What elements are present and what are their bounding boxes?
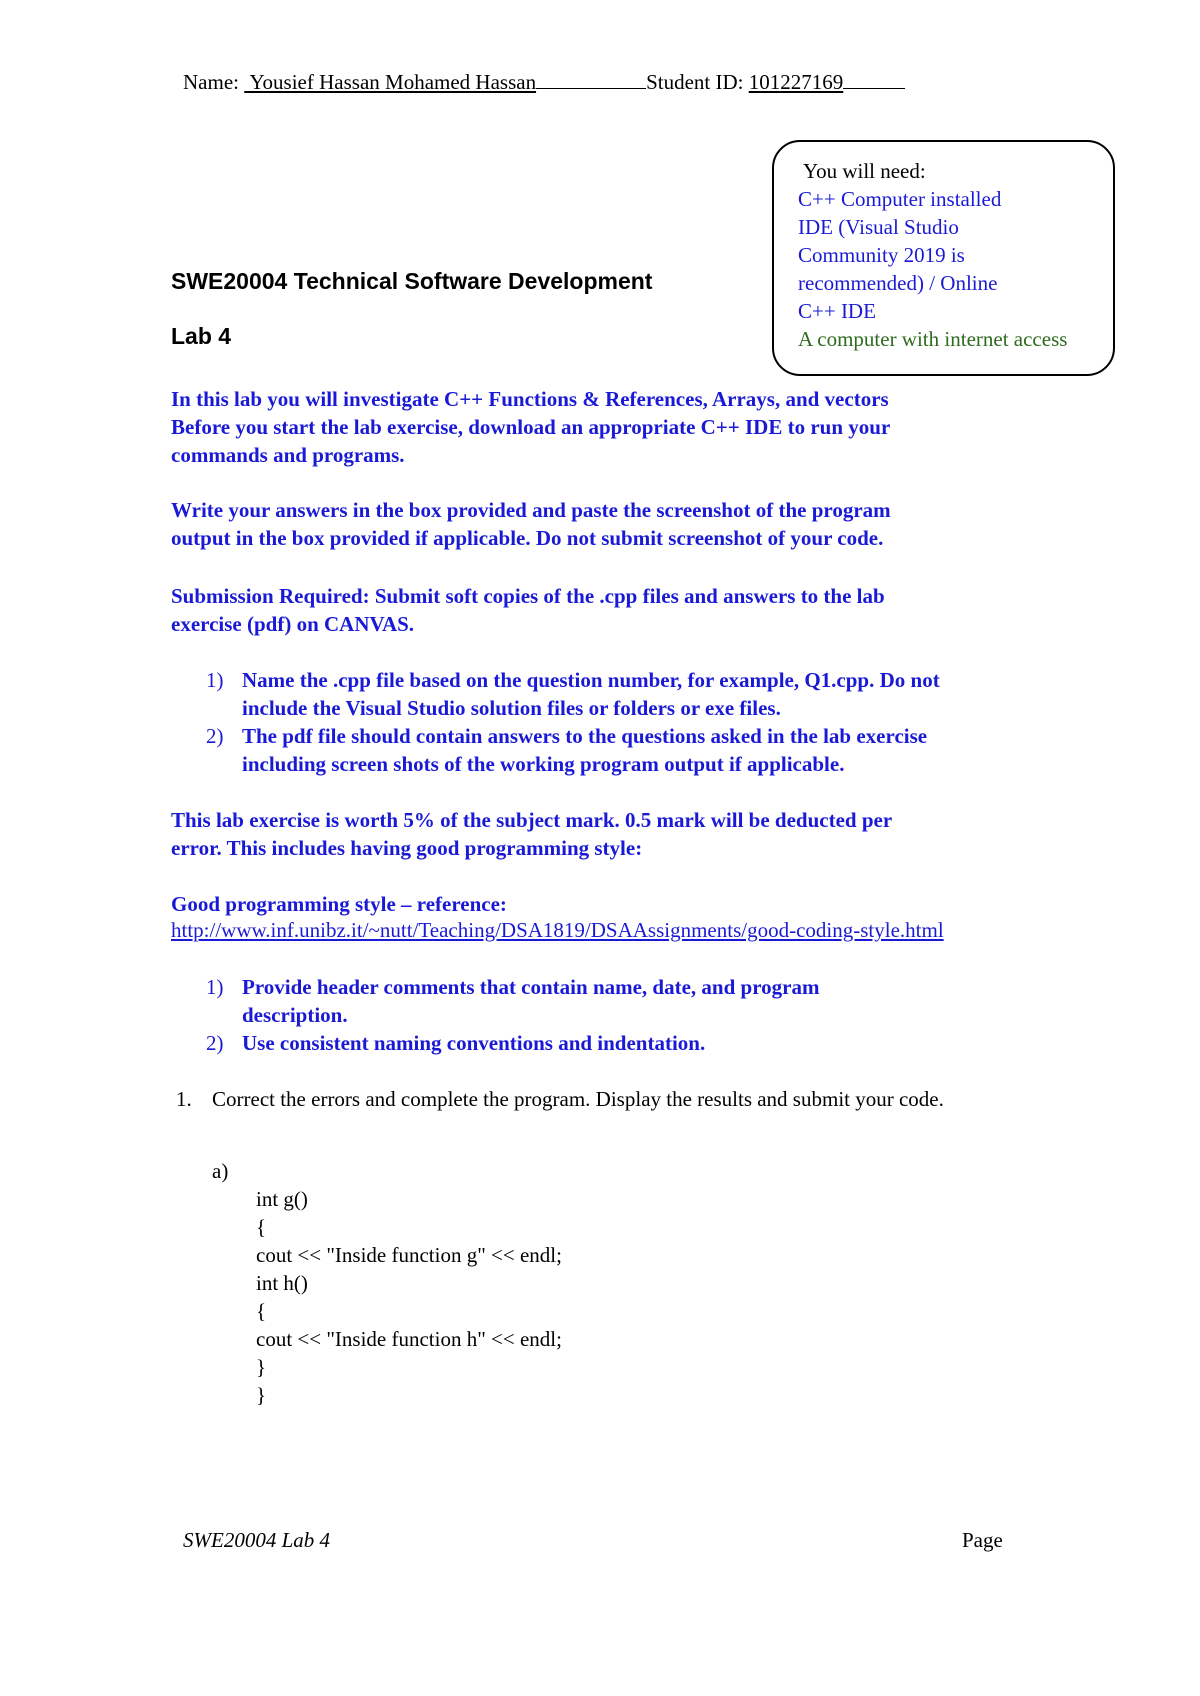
requirements-item: A computer with internet access (798, 327, 1068, 351)
question-part: a) (212, 1159, 229, 1183)
list-number: 1) (206, 975, 224, 999)
code-line: int h() (256, 1271, 308, 1295)
worth-paragraph: This lab exercise is worth 5% of the subject mark. 0.5 mark will be deducted per error. This includes having good programming style: (171, 808, 893, 860)
requirements-item: IDE (Visual Studio (798, 215, 959, 239)
list-number: 1) (206, 668, 224, 692)
requirements-item: Community 2019 is (798, 243, 965, 267)
list-item: Name the .cpp file based on the question number, for example, Q1.cpp. Do not include the Visual Studio solution files or folders or exe files. (242, 668, 940, 720)
code-line: int g() (256, 1187, 308, 1211)
header-line (183, 70, 905, 95)
lab-number: Lab 4 (171, 323, 232, 349)
question-number: 1. (176, 1087, 192, 1111)
code-line: } (256, 1383, 267, 1407)
footer-page: Page (962, 1528, 1003, 1552)
requirements-heading: You will need: (803, 159, 926, 183)
requirements-item: C++ IDE (798, 299, 876, 323)
list-item: The pdf file should contain answers to the questions asked in the lab exercise including screen shots of the working program output if applicable. (242, 724, 928, 776)
list-item: Provide header comments that contain name, date, and program description. (242, 975, 820, 1027)
name-value: Yousief Hassan Mohamed Hassan (249, 70, 537, 94)
list-item: Use consistent naming conventions and indentation. (242, 1031, 706, 1055)
style-reference-link[interactable]: http://www.inf.unibz.it/~nutt/Teaching/DSA1819/DSAAssignments/good-coding-style.html (171, 918, 944, 942)
requirements-item: C++ Computer installed (798, 187, 1002, 211)
list-number: 2) (206, 724, 224, 748)
answers-note: Write your answers in the box provided and paste the screenshot of the program output in the box provided if applicable. Do not submit screenshot of your code. (171, 498, 891, 550)
code-block (256, 1185, 562, 1409)
code-line: { (256, 1215, 267, 1239)
list-number: 2) (206, 1031, 224, 1055)
requirements-item: recommended) / Online (798, 271, 998, 295)
question-text: Correct the errors and complete the program. Display the results and submit your code. (212, 1087, 944, 1111)
code-line: { (256, 1299, 267, 1323)
submission-paragraph: Submission Required: Submit soft copies of the .cpp files and answers to the lab exercise (pdf) on CANVAS. (171, 584, 885, 636)
name-label: Name: (183, 70, 239, 94)
document-title: SWE20004 Technical Software Development (171, 268, 653, 294)
footer-label: SWE20004 Lab 4 (183, 1528, 330, 1552)
student-id-value: 101227169 (748, 70, 844, 94)
student-id-label: Student ID: (646, 70, 744, 94)
style-reference-label: Good programming style – reference: (171, 892, 507, 916)
code-line: cout << "Inside function h" << endl; (256, 1327, 562, 1351)
code-line: } (256, 1355, 267, 1379)
intro-paragraph: In this lab you will investigate C++ Functions & References, Arrays, and vectors Before you start the lab exercise, download an appropriate C++ IDE to run your commands and programs. (171, 387, 891, 467)
code-line: cout << "Inside function g" << endl; (256, 1243, 562, 1267)
